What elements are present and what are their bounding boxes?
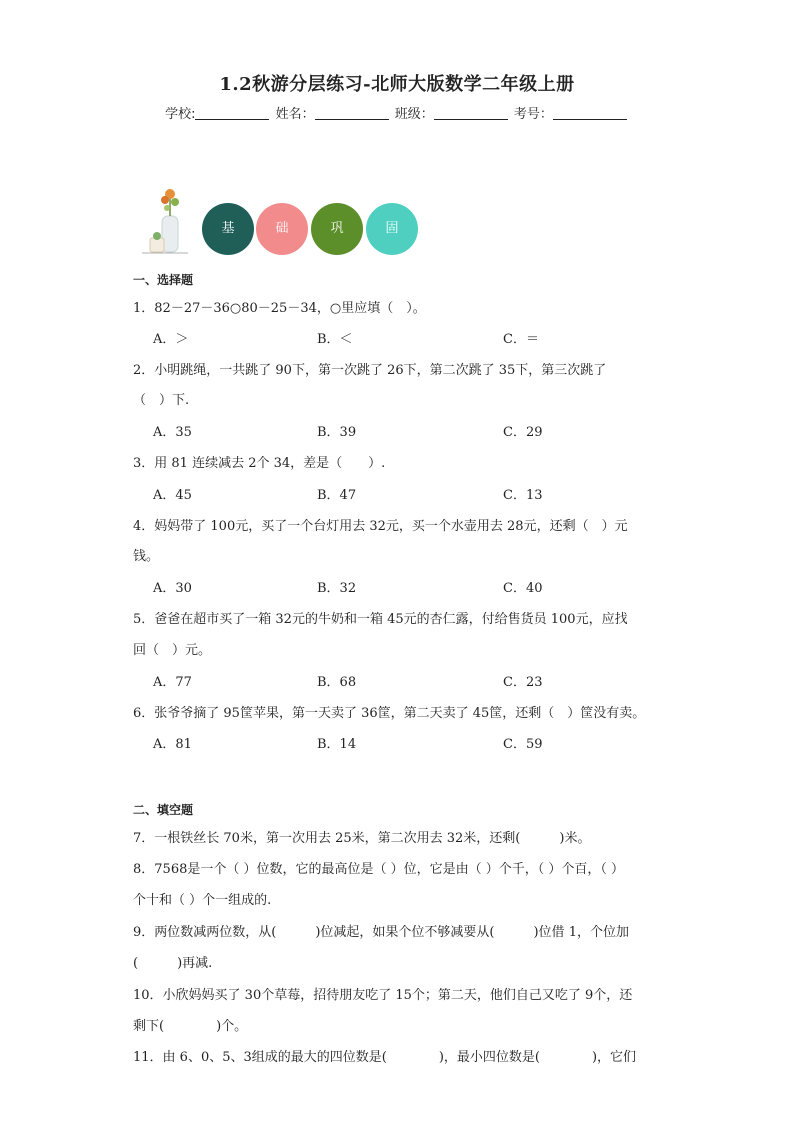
question-6: 6．张爷爷摘了 95筐苹果，第一天卖了 36筐，第二天卖了 45筐，还剩（ ）筐没有卖。 (133, 706, 646, 721)
name-blank (315, 107, 389, 120)
option-c: C．＝ (503, 332, 539, 347)
question-5-line-1: 5．爸爸在超市买了一箱 32元的牛奶和一箱 45元的杏仁露，付给售货员 100元，应找 (133, 612, 628, 627)
name-label: 姓名： (275, 107, 315, 122)
option-b: B．39 (317, 425, 357, 440)
student-info-line (0, 103, 794, 122)
question-1-options (153, 328, 653, 347)
question-10-line-1: 10．小欣妈妈买了 30个草莓，招待朋友吃了 15个；第二天，他们自己又吃了 9个，还 (133, 988, 633, 1003)
question-8-line-2: 个十和（ ）个一组成的. (133, 893, 272, 908)
question-3-options (153, 484, 653, 503)
option-b: B．32 (317, 581, 357, 596)
question-2-line-2: （ ）下. (133, 393, 190, 408)
question-4-line-1: 4．妈妈带了 100元，买了一个台灯用去 32元，买一个水壶用去 28元，还剩（ ）元 (133, 519, 628, 534)
banner-circle-1: 基 (202, 203, 254, 255)
option-a: A．35 (153, 425, 192, 440)
question-7: 7．一根铁丝长 70米，第一次用去 25米，第二次用去 32米，还剩( )米。 (133, 831, 591, 846)
question-3: 3．用 81 连续减去 2个 34，差是（ ）. (133, 456, 386, 471)
option-c: C．13 (503, 488, 543, 503)
page-title: 1.2秋游分层练习-北师大版数学二年级上册 (219, 74, 575, 95)
question-9-line-1: 9．两位数减两位数，从( )位减起，如果个位不够减要从( )位借 1，个位加 (133, 925, 629, 940)
option-c: C．40 (503, 581, 543, 596)
question-11: 11．由 6、0、5、3组成的最大的四位数是( )，最小四位数是( )，它们 (133, 1050, 637, 1065)
section-heading-choice: 一、选择题 (133, 273, 194, 287)
question-8-line-1: 8．7568是一个（ ）位数，它的最高位是（ ）位，它是由（ ）个千，（ ）个百，（ ） (133, 862, 625, 877)
option-a: A．77 (153, 675, 192, 690)
banner-circle-2: 础 (256, 203, 308, 255)
question-10-line-2: 剩下( )个。 (133, 1019, 248, 1034)
option-c: C．29 (503, 425, 543, 440)
option-b: B．68 (317, 675, 357, 690)
school-label: 学校: (165, 107, 196, 122)
option-a: A．45 (153, 488, 192, 503)
option-a: A．30 (153, 581, 192, 596)
school-blank (195, 107, 269, 120)
option-a: A．＞ (153, 332, 189, 347)
question-9-line-2: ( )再减. (133, 956, 213, 971)
class-label: 班级： (394, 107, 434, 122)
question-5-line-2: 回（ ）元。 (133, 643, 212, 658)
question-1: 1．82－27－36○80－25－34，○里应填（ ）。 (133, 301, 426, 316)
question-2-options (153, 421, 653, 440)
banner-circle-3: 巩 (311, 203, 363, 255)
plant-vase-icon (140, 186, 190, 256)
class-blank (434, 107, 508, 120)
question-4-options (153, 577, 653, 596)
question-2-line-1: 2．小明跳绳，一共跳了 90下，第一次跳了 26下，第二次跳了 35下，第三次跳了 (133, 363, 607, 378)
option-b: B．＜ (317, 332, 353, 347)
number-blank (553, 107, 627, 120)
number-label: 考号： (513, 107, 553, 122)
option-b: B．14 (317, 737, 357, 752)
section-heading-fill-blank: 二、填空题 (133, 803, 194, 817)
option-b: B．47 (317, 488, 357, 503)
banner-circle-4: 固 (366, 203, 418, 255)
question-6-options (153, 733, 653, 752)
question-4-line-2: 钱。 (133, 549, 160, 564)
option-c: C．23 (503, 675, 543, 690)
question-5-options (153, 671, 653, 690)
option-a: A．81 (153, 737, 192, 752)
option-c: C．59 (503, 737, 543, 752)
